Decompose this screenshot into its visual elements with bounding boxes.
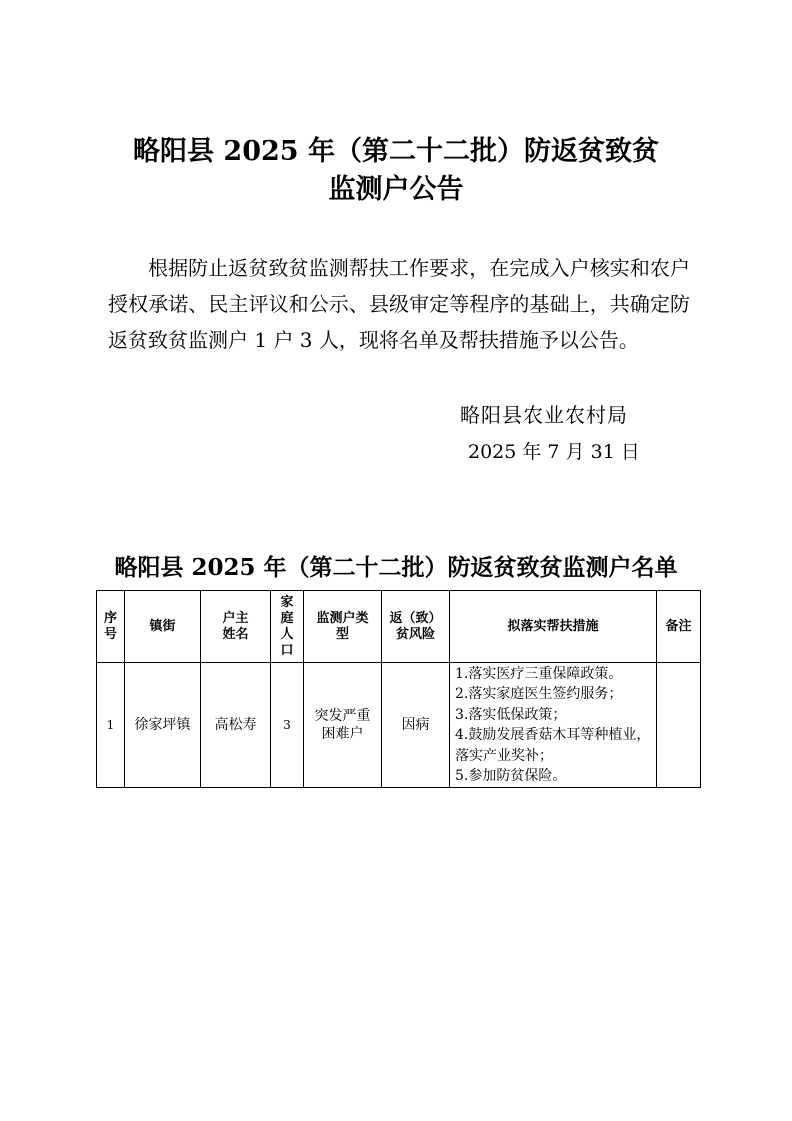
announcement-title-line-2: 监测户公告 [328,174,464,205]
cell-remarks [657,663,701,788]
header-family-size-label: 家庭人口 [280,594,294,658]
header-measures [450,591,657,663]
cell-index: 1 [97,663,125,788]
header-householder [201,591,271,663]
header-risk-label: 返（致）贫风险 [389,610,442,642]
cell-householder: 高松寿 [201,663,271,788]
measure-item: 3.落实低保政策； [455,706,567,723]
header-index [97,591,125,663]
table-row [97,663,701,788]
header-remarks [657,591,701,663]
cell-type-label: 突发严重困难户 [314,708,371,742]
cell-family-size: 3 [271,663,304,788]
header-town [125,591,201,663]
measure-item: 2.落实家庭医生签约服务； [455,686,623,702]
roster-title: 略阳县 2025 年（第二十二批）防返贫致贫监测户名单 [114,554,678,581]
announcement-title [0,133,792,209]
cell-measures [450,663,657,788]
header-type-label: 监测户类型 [316,610,369,642]
measure-item: 4.鼓励发展香菇木耳等种植业，落实产业奖补； [455,727,651,764]
measure-item: 1.落实医疗三重保障政策。 [455,665,623,682]
monitoring-household-table [96,590,701,788]
header-risk [382,591,450,663]
announcement-title-line-1: 略阳县 2025 年（第二十二批）防返贫致贫 [133,136,659,167]
header-town-label: 镇街 [149,618,176,634]
measure-item: 5.参加防贫保险。 [455,768,567,784]
issue-date: 2025 年 7 月 31 日 [468,441,640,463]
announcement-body: 根据防止返贫致贫监测帮扶工作要求，在完成入户核实和农户授权承诺、民主评议和公示、县级审定等程序的基础上，共确定防返贫致贫监测户 1 户 3 人，现将名单及帮扶措施予以公告。 [108,256,690,352]
cell-type [304,663,382,788]
header-family-size [271,591,304,663]
header-measures-label: 拟落实帮扶措施 [507,618,599,634]
issuing-authority: 略阳县农业农村局 [460,403,628,427]
cell-risk: 因病 [382,663,450,788]
header-type [304,591,382,663]
header-remarks-label: 备注 [665,618,692,634]
table-header-row [97,591,701,663]
header-householder-label: 户主姓名 [222,610,249,642]
header-index-label: 序号 [103,610,117,642]
cell-town: 徐家坪镇 [125,663,201,788]
